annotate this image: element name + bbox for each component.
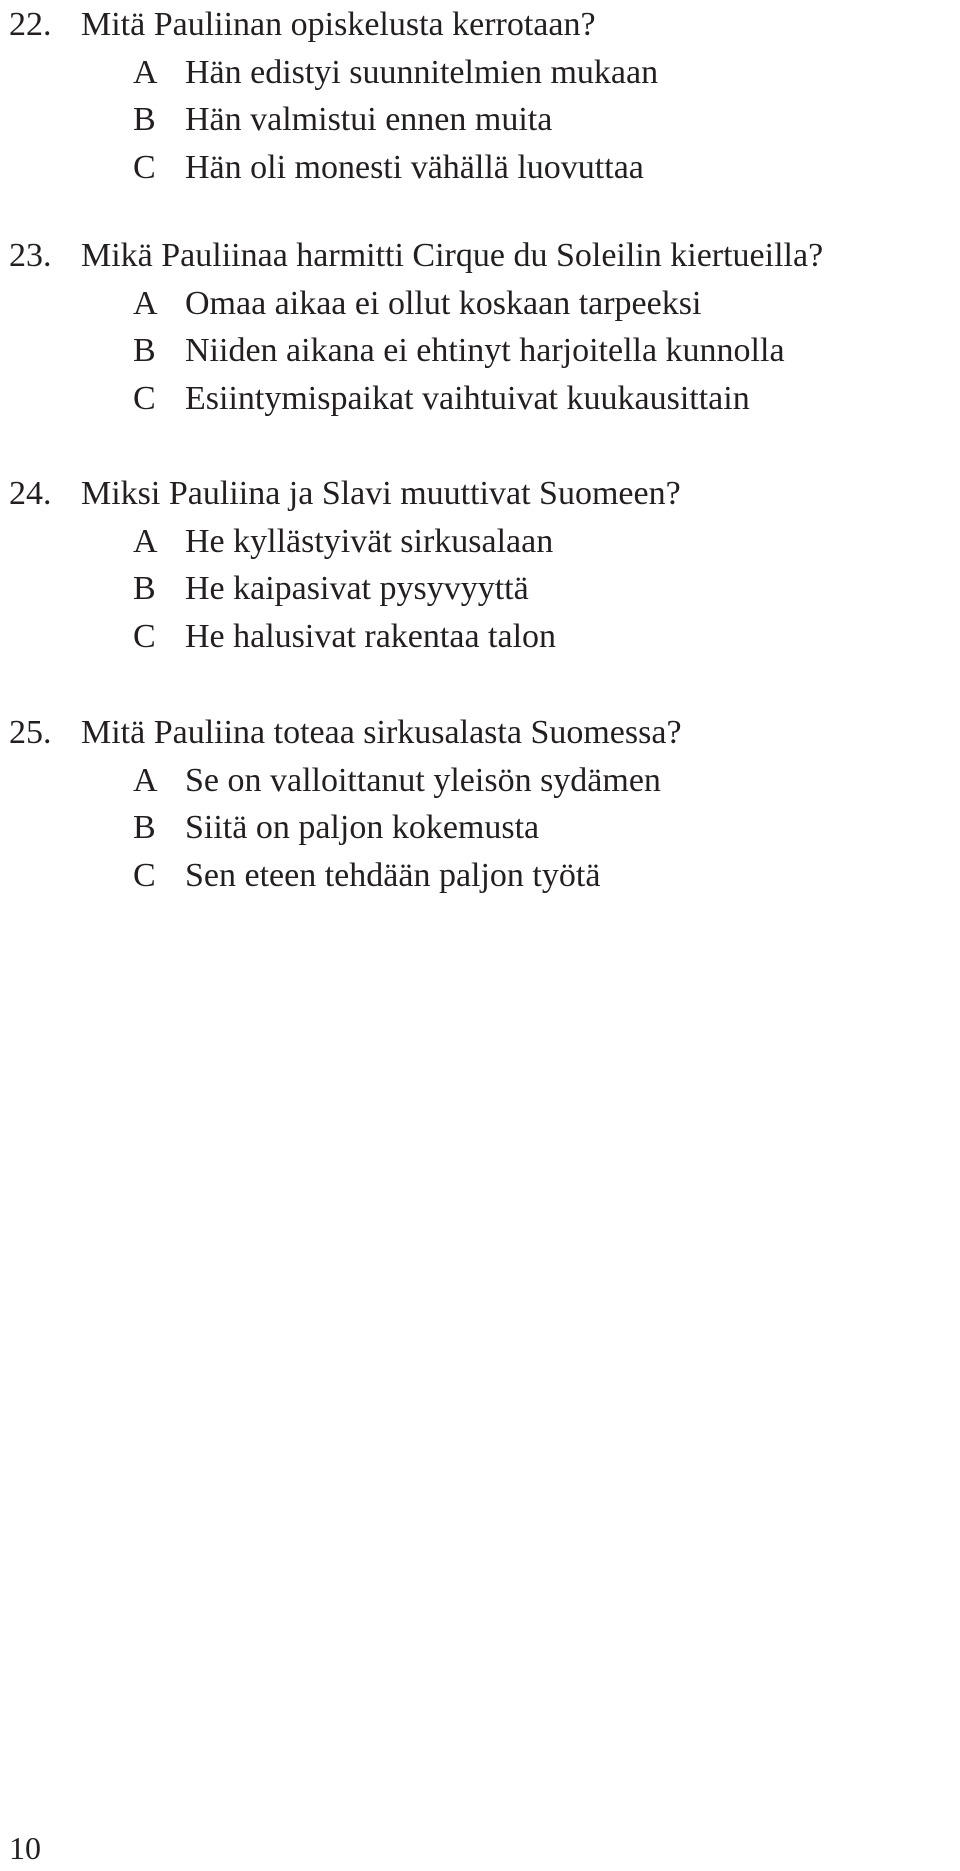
question-text: Mitä Pauliina toteaa sirkusalasta Suomessa? (81, 714, 682, 751)
question-line (0, 709, 960, 757)
question-23 (0, 232, 960, 422)
question-line (0, 1, 960, 49)
option-a (0, 757, 960, 805)
question-line (0, 232, 960, 280)
option-text: Se on valloittanut yleisön sydämen (185, 761, 661, 799)
option-text: He kyllästyivät sirkusalaan (185, 522, 554, 560)
question-line (0, 470, 960, 518)
option-text: Hän oli monesti vähällä luovuttaa (185, 148, 644, 186)
question-25 (0, 709, 960, 899)
option-text: Sen eteen tehdään paljon työtä (185, 856, 601, 894)
option-b (0, 804, 960, 852)
question-22 (0, 1, 960, 191)
option-c (0, 144, 960, 192)
option-b (0, 96, 960, 144)
option-letter: C (133, 148, 156, 186)
option-text: He kaipasivat pysyvyyttä (185, 570, 529, 607)
option-letter: B (133, 809, 156, 846)
option-letter: A (133, 284, 158, 322)
question-number: 24. (9, 475, 52, 512)
option-c (0, 375, 960, 423)
option-text: Hän valmistui ennen muita (185, 101, 553, 138)
option-text: Hän edistyi suunnitelmien mukaan (185, 53, 659, 91)
question-number: 23. (9, 237, 52, 274)
option-text: Niiden aikana ei ehtinyt harjoitella kunnolla (185, 332, 785, 369)
option-a (0, 518, 960, 566)
option-letter: A (133, 761, 158, 799)
option-letter: B (133, 332, 156, 369)
option-letter: A (133, 522, 158, 560)
option-letter: C (133, 617, 156, 655)
option-letter: A (133, 53, 158, 91)
option-a (0, 49, 960, 97)
option-c (0, 852, 960, 900)
option-b (0, 327, 960, 375)
option-letter: C (133, 379, 156, 417)
question-text: Mitä Pauliinan opiskelusta kerrotaan? (81, 6, 596, 43)
option-letter: B (133, 101, 156, 138)
option-c (0, 613, 960, 661)
question-text: Miksi Pauliina ja Slavi muuttivat Suomeen? (81, 475, 681, 512)
question-text: Mikä Pauliinaa harmitti Cirque du Soleilin kiertueilla? (81, 237, 824, 274)
option-text: He halusivat rakentaa talon (185, 617, 557, 655)
option-text: Omaa aikaa ei ollut koskaan tarpeeksi (185, 284, 702, 322)
option-a (0, 280, 960, 328)
page-number: 10 (9, 1830, 41, 1866)
question-number: 25. (9, 714, 52, 751)
option-text: Esiintymispaikat vaihtuivat kuukausittain (185, 379, 750, 417)
option-b (0, 565, 960, 613)
option-letter: C (133, 856, 156, 894)
question-24 (0, 470, 960, 660)
option-text: Siitä on paljon kokemusta (185, 809, 540, 846)
question-number: 22. (9, 6, 52, 43)
option-letter: B (133, 570, 156, 607)
